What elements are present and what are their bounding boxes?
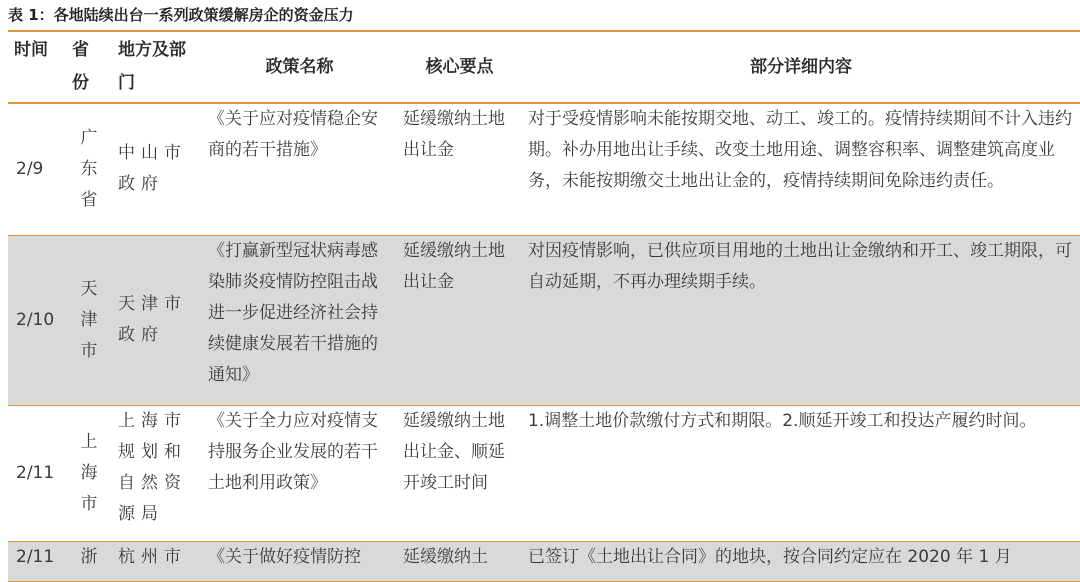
row-dept: 上海市规划和自然资源局 bbox=[112, 405, 202, 541]
row-details: 1.调整土地价款缴付方式和期限。2.顺延开竣工和投达产履约时间。 bbox=[522, 405, 1080, 541]
header-points: 核心要点 bbox=[397, 32, 522, 103]
row-date: 2/11 bbox=[8, 541, 66, 581]
table-row bbox=[8, 103, 1080, 235]
header-date: 时间 bbox=[8, 32, 66, 103]
row-dept: 杭州市 bbox=[112, 541, 202, 581]
table-caption: 表 1：各地陆续出台一系列政策缓解房企的资金压力 bbox=[8, 6, 354, 24]
row-province: 上海市 bbox=[66, 405, 112, 541]
row-date: 2/11 bbox=[8, 405, 66, 541]
row-date: 2/9 bbox=[8, 103, 66, 235]
row-policy: 《打赢新型冠状病毒感染肺炎疫情防控阻击战进一步促进经济社会持续健康发展若干措施的通知》 bbox=[202, 235, 397, 405]
row-details: 对于受疫情影响未能按期交地、动工、竣工的。疫情持续期间不计入违约期。补办用地出让手续、改变土地用途、调整容积率、调整建筑高度业务，未能按期缴交土地出让金的，疫情持续期间免除违约责任。 bbox=[522, 103, 1080, 235]
row-province: 天津市 bbox=[66, 235, 112, 405]
row-points: 延缓缴纳土地出让金、顺延开竣工时间 bbox=[397, 405, 522, 541]
row-points: 延缓缴纳土地出让金 bbox=[397, 103, 522, 235]
table-row bbox=[8, 405, 1080, 541]
row-policy: 《关于做好疫情防控 bbox=[202, 541, 397, 581]
header-policy: 政策名称 bbox=[202, 32, 397, 103]
header-dept: 地方及部门 bbox=[112, 32, 202, 103]
table-row bbox=[8, 235, 1080, 405]
row-policy: 《关于应对疫情稳企安商的若干措施》 bbox=[202, 103, 397, 235]
row-details: 对因疫情影响，已供应项目用地的土地出让金缴纳和开工、竣工期限，可自动延期，不再办理续期手续。 bbox=[522, 235, 1080, 405]
table-header-row bbox=[8, 32, 1080, 103]
header-details: 部分详细内容 bbox=[522, 32, 1080, 103]
row-date: 2/10 bbox=[8, 235, 66, 405]
row-dept: 天津市政府 bbox=[112, 235, 202, 405]
row-points: 延缓缴纳土 bbox=[397, 541, 522, 581]
row-details: 已签订《土地出让合同》的地块，按合同约定应在 2020 年 1 月 bbox=[522, 541, 1080, 581]
row-points: 延缓缴纳土地出让金 bbox=[397, 235, 522, 405]
policy-table bbox=[8, 32, 1080, 582]
header-province: 省份 bbox=[66, 32, 112, 103]
row-dept: 中山市政府 bbox=[112, 103, 202, 235]
row-province: 浙 bbox=[66, 541, 112, 581]
row-policy: 《关于全力应对疫情支持服务企业发展的若干土地利用政策》 bbox=[202, 405, 397, 541]
table-row bbox=[8, 541, 1080, 581]
row-province: 广东省 bbox=[66, 103, 112, 235]
